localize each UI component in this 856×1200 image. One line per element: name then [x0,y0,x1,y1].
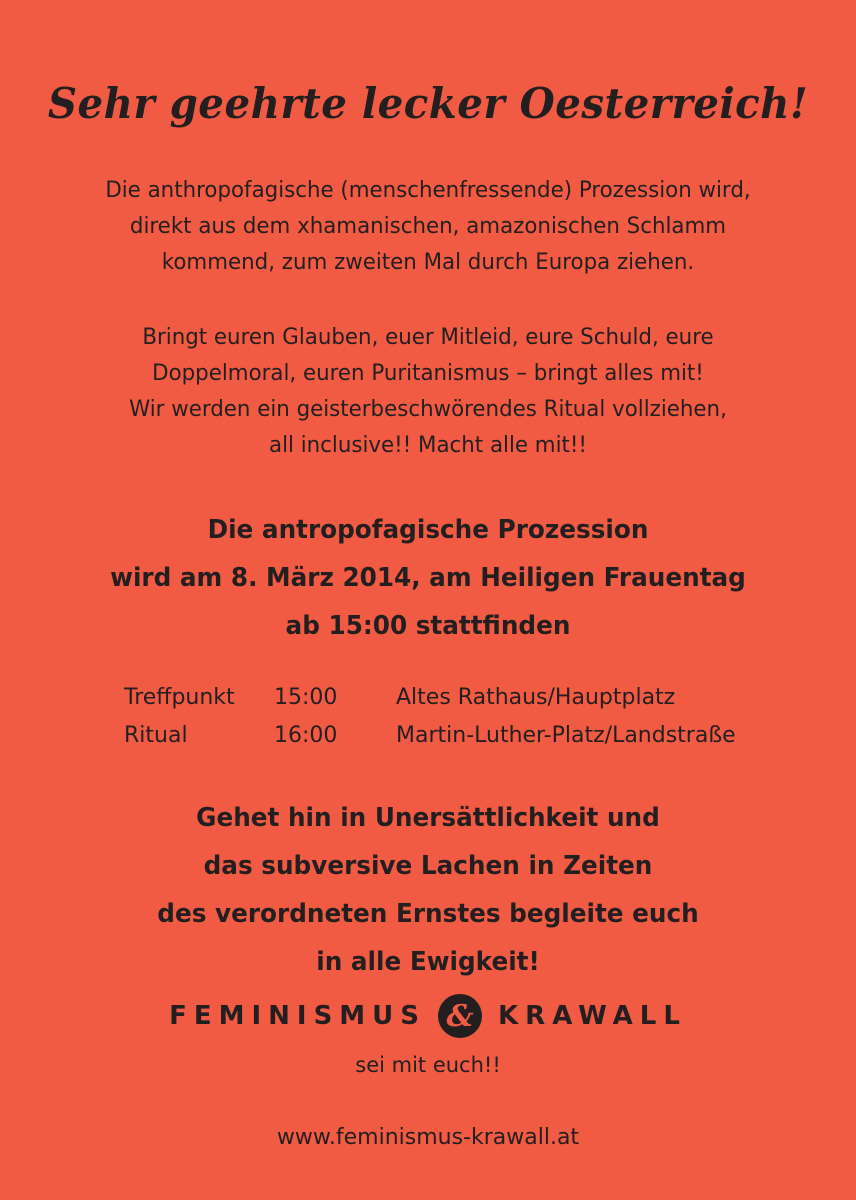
schedule-label: Treffpunkt [124,685,235,710]
schedule-time: 15:00 [274,685,338,710]
feminismus-krawall-logo [0,990,856,1042]
intro-line: kommend, zum zweiten Mal durch Europa ziehen. [161,250,695,275]
schedule [124,679,784,755]
blessing-line: Gehet hin in Unersättlichkeit und [196,803,660,833]
ampersand-icon: & [438,994,482,1038]
logo-word-left: FEMINISMUS [169,1001,427,1031]
blessing [59,794,796,986]
tagline: sei mit euch!! [355,1053,501,1077]
ritual-line: Doppelmoral, euren Puritanismus – bringt alles mit! [152,361,704,386]
ritual-line: Bringt euren Glauben, euer Mitleid, eure Schuld, eure [142,325,714,350]
blessing-line: das subversive Lachen in Zeiten [203,851,653,881]
event-announcement [59,506,796,650]
schedule-row [124,679,784,717]
schedule-label: Ritual [124,723,188,748]
schedule-row [124,717,784,755]
announcement-line: Die antropofagische Prozession [207,515,649,545]
announcement-line: wird am 8. März 2014, am Heiligen Frauentag [110,563,746,593]
logo-word-right: KRAWALL [498,1001,687,1031]
intro-line: direkt aus dem xhamanischen, amazonischen Schlamm [129,214,727,239]
website-url: www.feminismus-krawall.at [276,1125,580,1150]
ritual-paragraph [79,320,777,464]
intro-line: Die anthropofagische (menschenfressende) Prozession wird, [105,178,751,203]
ritual-line: all inclusive!! Macht alle mit!! [268,433,588,458]
announcement-line: ab 15:00 stattfinden [285,611,571,641]
intro-paragraph [79,173,777,281]
schedule-place: Martin-Luther-Platz/Landstraße [396,723,736,748]
schedule-place: Altes Rathaus/Hauptplatz [396,685,676,710]
blessing-line: in alle Ewigkeit! [316,947,540,977]
ritual-line: Wir werden ein geisterbeschwörendes Ritual vollziehen, [129,397,727,422]
schedule-time: 16:00 [274,723,338,748]
blessing-line: des verordneten Ernstes begleite euch [157,899,699,929]
headline: Sehr geehrte lecker Oesterreich! [47,79,809,128]
